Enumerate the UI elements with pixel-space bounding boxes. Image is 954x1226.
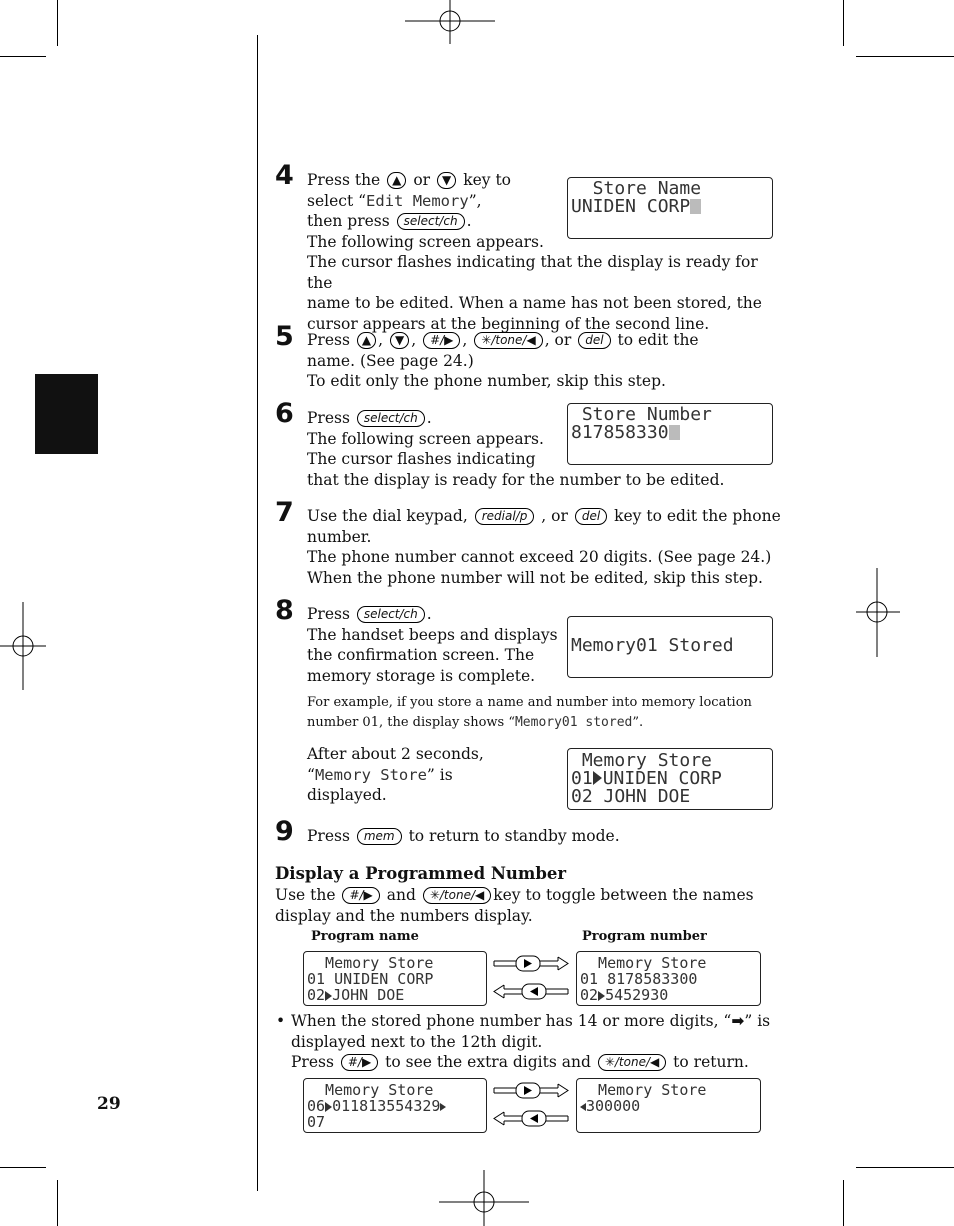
step4-text: Press the ▲ or ▼ key to select “Edit Memory”, then press select/ch . The following screen appears. The cursor flashes indicating that the display is ready for the name to be edited. When a name has not been stored, the cursor appears at the beginning of the second line. <box>307 171 762 333</box>
down-key: ▼ <box>390 332 409 349</box>
toggle-arrows <box>492 953 572 1003</box>
arrow-right-icon <box>440 1103 446 1111</box>
up-key: ▲ <box>387 172 406 189</box>
toggle-arrows <box>492 1080 572 1130</box>
arrow-right-icon <box>325 991 332 1001</box>
lcd-memory-store: Memory Store 01 UNIDEN CORP 02 JOHN DOE <box>567 748 773 810</box>
step9-text: Press mem to return to standby mode. <box>307 827 620 845</box>
step5-text: Press ▲ , ▼ , #/▶ , ✳/tone/◀ , or del to edit the name. (See page 24.) To edit only the phone number, skip this step. <box>307 331 699 390</box>
section-intro: Use the #/▶ and ✳/tone/◀ key to toggle between the names display and the numbers display. <box>275 886 754 925</box>
section-heading: Display a Programmed Number <box>275 864 567 883</box>
cursor <box>690 199 701 214</box>
label-program-name: Program name <box>311 929 419 944</box>
redial-key: redial/p <box>475 508 535 525</box>
step-number: 8 <box>275 595 294 626</box>
hash-key: #/▶ <box>341 1054 378 1071</box>
hash-key: #/▶ <box>342 887 379 904</box>
del-key: del <box>575 508 607 525</box>
tone-key: ✳/tone/◀ <box>474 332 542 349</box>
step6-text: Press select/ch . The following screen appears. The cursor flashes indicating that the display is ready for the number to be edited. <box>307 409 725 489</box>
del-key: del <box>578 332 610 349</box>
step8-after: After about 2 seconds, “Memory Store” is displayed. <box>307 745 484 804</box>
down-key: ▼ <box>437 172 456 189</box>
arrow-right-icon: ➡ <box>731 1012 745 1030</box>
bullet: • <box>276 1012 286 1030</box>
arrow-right-icon <box>593 771 602 785</box>
label-program-number: Program number <box>582 929 707 944</box>
lcd-store-number: Store Number 817858330 <box>567 403 773 465</box>
step-number: 6 <box>275 398 294 429</box>
arrow-right-icon <box>325 1102 332 1112</box>
lcd-store-name: Store Name UNIDEN CORP <box>567 177 773 239</box>
step7-text: Use the dial keypad, redial/p , or del key to edit the phone number. The phone number cannot exceed 20 digits. (See page 24.) When the phone number will not be edited, skip this step. <box>307 507 781 587</box>
lcd-extra-digits: Memory Store 06 011813554329 07 <box>303 1078 487 1133</box>
lcd-stored: Memory01 Stored <box>567 616 773 678</box>
select-key: select/ch <box>357 606 425 623</box>
step8-text: Press select/ch . The handset beeps and displays the confirmation screen. The memory storage is complete. <box>307 605 558 685</box>
step8-note: For example, if you store a name and number into memory location number 01, the display shows “Memory01 stored”. <box>307 695 752 730</box>
arrow-right-icon <box>598 991 605 1001</box>
tone-key: ✳/tone/◀ <box>423 887 491 904</box>
lcd-extra-digits-shown: Memory Store 300000 <box>576 1078 761 1133</box>
step-number: 4 <box>275 160 294 191</box>
page-number: 29 <box>97 1094 121 1114</box>
step-number: 7 <box>275 497 294 528</box>
cursor <box>669 425 680 440</box>
select-key: select/ch <box>397 213 465 230</box>
step-number: 5 <box>275 321 294 352</box>
lcd-program-number: Memory Store 01 8178583300 02 5452930 <box>576 951 761 1006</box>
bullet-text: When the stored phone number has 14 or more digits, “➡” is displayed next to the 12th digit. Press #/▶ to see the extra digits and ✳/tone/◀ to return. <box>291 1012 771 1071</box>
step-number: 9 <box>275 816 294 847</box>
up-key: ▲ <box>357 332 376 349</box>
tone-key: ✳/tone/◀ <box>598 1054 666 1071</box>
mem-key: mem <box>357 828 402 845</box>
lcd-program-name: Memory Store 01 UNIDEN CORP 02 JOHN DOE <box>303 951 487 1006</box>
select-key: select/ch <box>357 410 425 427</box>
hash-key: #/▶ <box>423 332 460 349</box>
section-tab <box>35 374 98 454</box>
